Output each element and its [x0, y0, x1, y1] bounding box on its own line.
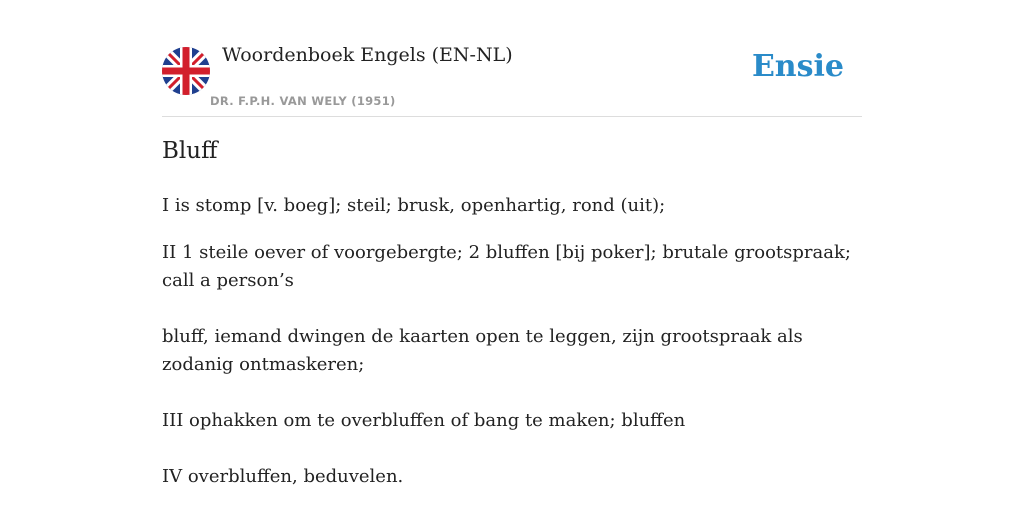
definition-paragraph: II 1 steile oever of voorgebergte; 2 bluffen [bij poker]; brutale grootspraak; call a person’s [162, 242, 851, 291]
uk-flag-icon [162, 47, 210, 95]
definition-paragraph: I is stomp [v. boeg]; steil; brusk, openhartig, rond (uit); [162, 195, 666, 216]
dictionary-author: DR. F.P.H. VAN WELY (1951) [210, 94, 396, 108]
page [162, 0, 862, 512]
ensie-logo-link[interactable]: Ensie [751, 49, 844, 84]
dictionary-title[interactable]: Woordenboek Engels (EN-NL) [222, 44, 513, 66]
entry-headword: Bluff [162, 138, 218, 164]
dictionary-header [162, 0, 862, 117]
definition-paragraph: bluff, iemand dwingen de kaarten open te leggen, zijn grootspraak als zodanig ontmaskeren; [162, 326, 803, 375]
definition-paragraph: IV overbluffen, beduvelen. [162, 466, 404, 487]
definition-paragraph: III ophakken om te overbluffen of bang te maken; bluffen [162, 410, 686, 431]
